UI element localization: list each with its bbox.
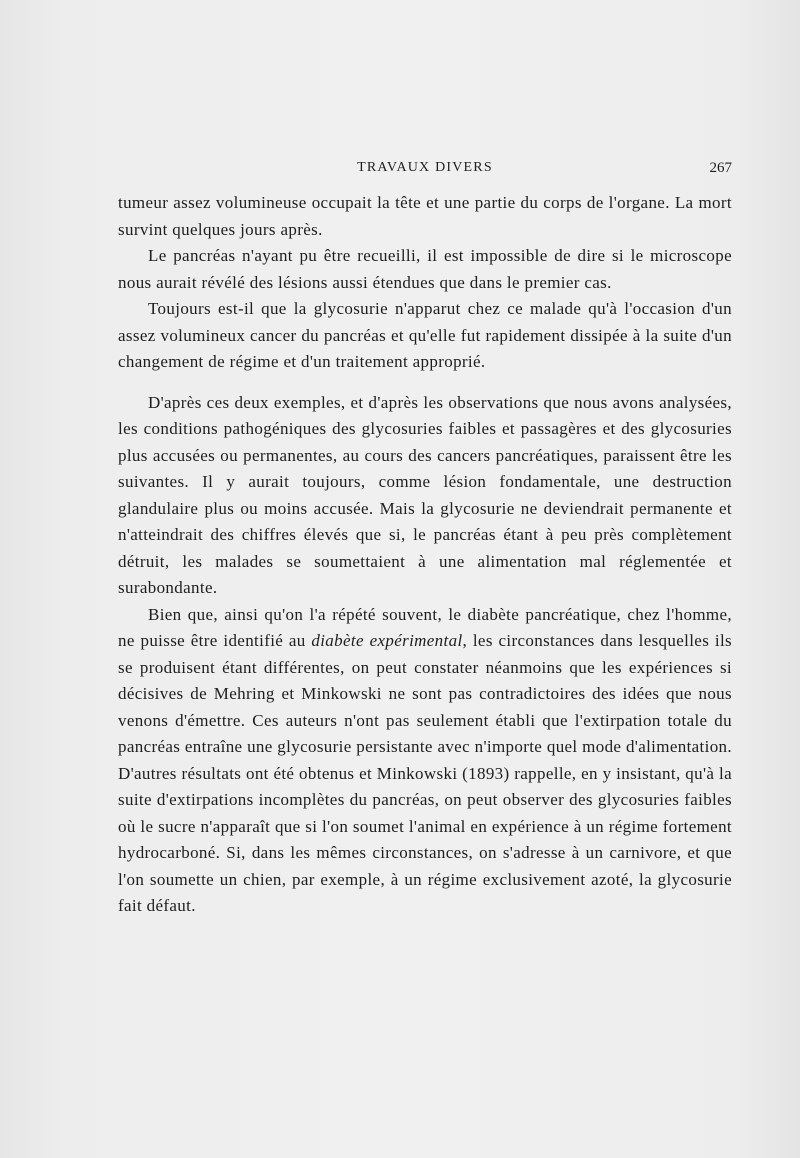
paragraph-pancreas: Le pancréas n'ayant pu être recueilli, il est impossible de dire si le microscope nous aurait révélé des lésions aussi étendues que dans le premier cas. — [118, 246, 732, 292]
body-text — [118, 190, 732, 920]
page-header — [118, 158, 732, 182]
paragraph-continuation: tumeur assez volumineuse occupait la tête et une partie du corps de l'organe. La mort survint quelques jours après. — [118, 193, 732, 239]
paragraph-diabete — [118, 602, 732, 920]
italic-term: diabète expérimental — [311, 631, 463, 650]
paragraph-conditions: D'après ces deux exemples, et d'après les observations que nous avons analysées, les conditions pathogéniques des glycosuries faibles et passagères et des glycosuries plus accusées ou permanentes, au cours des cancers pancréatiques, paraissent être les suivantes. Il y aurait toujours, comme lésion fondamentale, une destruction glandulaire plus ou moins accusée. Mais la glycosurie ne deviendrait permanente et n'atteindrait des chiffres élevés que si, le pancréas étant à peu près complètement détruit, les malades se soumettaient à une alimentation mal réglementée et surabondante. — [118, 392, 732, 597]
page-number: 267 — [709, 160, 732, 176]
paragraph-diabete-end: , les circonstances dans lesquelles ils se produisent étant différentes, on peut constater néanmoins que les expériences si décisives de Mehring et Minkowski ne sont pas contradictoires des idées que nous venons d'émettre. Ces auteurs n'ont pas seulement établi que l'extirpation totale du pancréas entraîne une glycosurie persistante avec n'importe quel mode d'alimentation. D'autres résultats ont été obtenus et Minkowski (1893) rappelle, en y insistant, qu'à la suite d'extirpations incomplètes du pancréas, on peut observer des glycosuries faibles où le sucre n'apparaît que si l'on soumet l'animal en expérience à un régime fortement hydrocarboné. Si, dans les mêmes circonstances, on s'adresse à un carnivore, et que l'on soumette un chien, par exemple, à un régime exclusivement azoté, la glycosurie fait défaut. — [118, 631, 732, 915]
running-title: TRAVAUX DIVERS — [357, 160, 493, 175]
paragraph-toujours: Toujours est-il que la glycosurie n'apparut chez ce malade qu'à l'occasion d'un assez volumineux cancer du pancréas et qu'elle fut rapidement dissipée à la suite d'un changement de régime et d'un traitement approprié. — [118, 299, 732, 371]
paragraph-diabete-start: Bien que, ainsi qu'on l'a répété souvent, le diabète pancréatique, chez l'homme, ne puisse être identifié au — [118, 604, 732, 650]
